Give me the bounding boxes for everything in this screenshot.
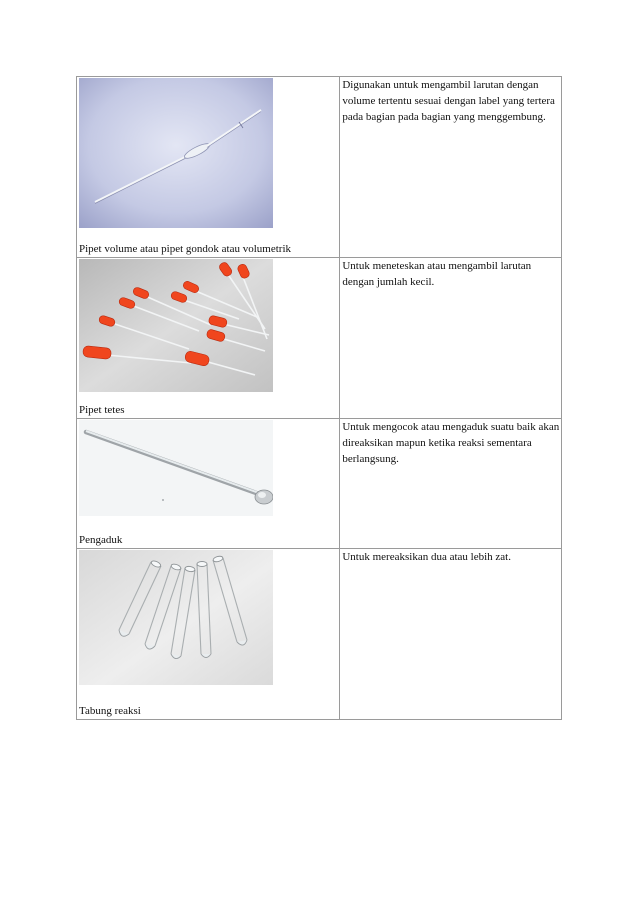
equipment-description: Digunakan untuk mengambil larutan dengan volume tertentu sesuai dengan label yang tertera pada bagian pada bagian yang menggembung.	[342, 79, 555, 123]
equipment-name: Tabung reaksi	[79, 705, 141, 717]
table-row	[77, 549, 562, 720]
equipment-description: Untuk mengocok atau mengaduk suatu baik akan direaksikan mapun ketika reaksi sementara berlangsung.	[342, 421, 560, 465]
equipment-table	[76, 76, 562, 720]
volumetric-pipette-photo	[79, 78, 273, 228]
image-cell	[77, 258, 340, 419]
description-cell	[340, 549, 562, 720]
test-tubes-photo	[79, 550, 273, 685]
equipment-name: Pipet tetes	[79, 404, 125, 416]
description-cell	[340, 258, 562, 419]
table-row	[77, 77, 562, 258]
equipment-description: Untuk mereaksikan dua atau lebih zat.	[342, 551, 511, 563]
equipment-name: Pipet volume atau pipet gondok atau volumetrik	[79, 243, 292, 255]
image-cell	[77, 549, 340, 720]
image-cell	[77, 77, 340, 258]
table-row	[77, 419, 562, 549]
equipment-description: Untuk meneteskan atau mengambil larutan dengan jumlah kecil.	[342, 260, 532, 288]
equipment-name: Pengaduk	[79, 534, 123, 546]
table-row	[77, 258, 562, 419]
description-cell	[340, 419, 562, 549]
dropper-pipettes-photo	[79, 259, 273, 392]
image-cell	[77, 419, 340, 549]
stirring-rod-photo	[79, 420, 273, 516]
description-cell	[340, 77, 562, 258]
